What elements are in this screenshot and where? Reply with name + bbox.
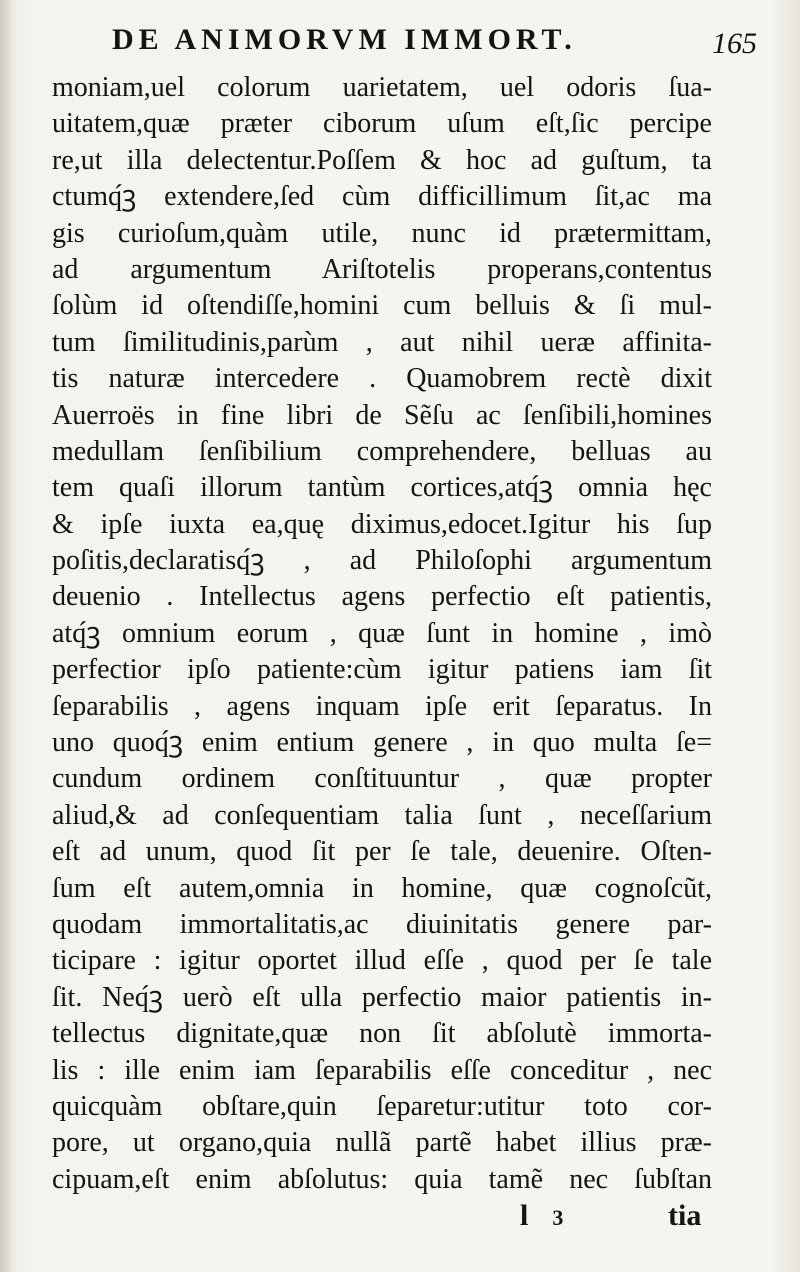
text-line: ſit. Neq́ꝫ uerò eſt ulla perfectio maior patientis in- <box>52 981 712 1013</box>
text-line: tellectus dignitate,quæ non ſit abſolutè immorta- <box>52 1018 712 1050</box>
binding-shadow <box>0 0 14 1272</box>
text-line: ſeparabilis , agens inquam ipſe erit ſeparatus. In <box>52 690 712 722</box>
text-line: uno quoq́ꝫ enim entium genere , in quo multa ſe= <box>52 727 712 759</box>
text-line: quicquàm obſtare,quin ſeparetur:utitur toto cor- <box>52 1090 712 1122</box>
text-line: moniam,uel colorum uarietatem, uel odoris ſua- <box>52 72 712 103</box>
text-line: ad argumentum Ariſtotelis properans,contentus <box>52 253 712 285</box>
text-line: deuenio . Intellectus agens perfectio eſt patientis, <box>52 581 712 613</box>
text-line: ſum eſt autem,omnia in homine, quæ cognoſcũt, <box>52 872 712 904</box>
running-title: DE ANIMORVM IMMORT. <box>112 23 577 56</box>
text-line: gis curioſum,quàm utile, nunc id prætermittam, <box>52 217 712 249</box>
text-line: pore, ut organo,quia nullã partẽ habet illius præ- <box>52 1127 712 1159</box>
text-line: tis naturæ intercedere . Quamobrem rectè dixit <box>52 363 712 395</box>
signature-letter: l <box>520 1199 529 1232</box>
text-line: tum ſimilitudinis,parùm , aut nihil ueræ affinita- <box>52 326 712 358</box>
text-line: quodam immortalitatis,ac diuinitatis genere par- <box>52 908 712 940</box>
text-line: medullam ſenſibilium comprehendere, belluas au <box>52 435 712 467</box>
body-text <box>52 70 712 1198</box>
text-line: eſt ad unum, quod ſit per ſe tale, deuenire. Oſten- <box>52 836 712 868</box>
page-footer <box>0 1196 800 1236</box>
text-line: lis : ille enim iam ſeparabilis eſſe conceditur , nec <box>52 1054 712 1086</box>
text-line: & ipſe iuxta ea,quę diximus,edocet.Igitur his ſup <box>52 508 712 540</box>
page-number: 165 <box>712 27 757 60</box>
signature-mark <box>520 1196 563 1238</box>
text-line: cundum ordinem conſtituuntur , quæ propter <box>52 763 712 795</box>
text-line: cipuam,eſt enim abſolutus: quia tamẽ nec ſubſtan <box>52 1163 712 1195</box>
text-line: ſolùm id oſtendiſſe,homini cum belluis & ſi mul- <box>52 290 712 322</box>
signature-number: 3 <box>552 1205 564 1230</box>
text-line: poſitis,declaratisq́ꝫ , ad Philoſophi argumentum <box>52 545 712 577</box>
text-line: uitatem,quæ præter ciborum uſum eſt,ſic percipe <box>52 108 712 140</box>
text-line: Auerroës in fine libri de Sẽſu ac ſenſibili,homines <box>52 399 712 431</box>
text-line: ctumq́ꝫ extendere,ſed cùm difficillimum ſit,ac ma <box>52 181 712 213</box>
text-line: ticipare : igitur oportet illud eſſe , quod per ſe tale <box>52 945 712 977</box>
text-line: re,ut illa delectentur.Poſſem & hoc ad guſtum, ta <box>52 144 712 176</box>
text-line: atq́ꝫ omnium eorum , quæ ſunt in homine , imò <box>52 617 712 649</box>
catchword: tia <box>668 1199 702 1232</box>
text-line: aliud,& ad conſequentiam talia ſunt , neceſſarium <box>52 799 712 831</box>
text-line: perfectior ipſo patiente:cùm igitur patiens iam ſit <box>52 654 712 686</box>
text-line: tem quaſi illorum tantùm cortices,atq́ꝫ omnia hęc <box>52 472 712 504</box>
